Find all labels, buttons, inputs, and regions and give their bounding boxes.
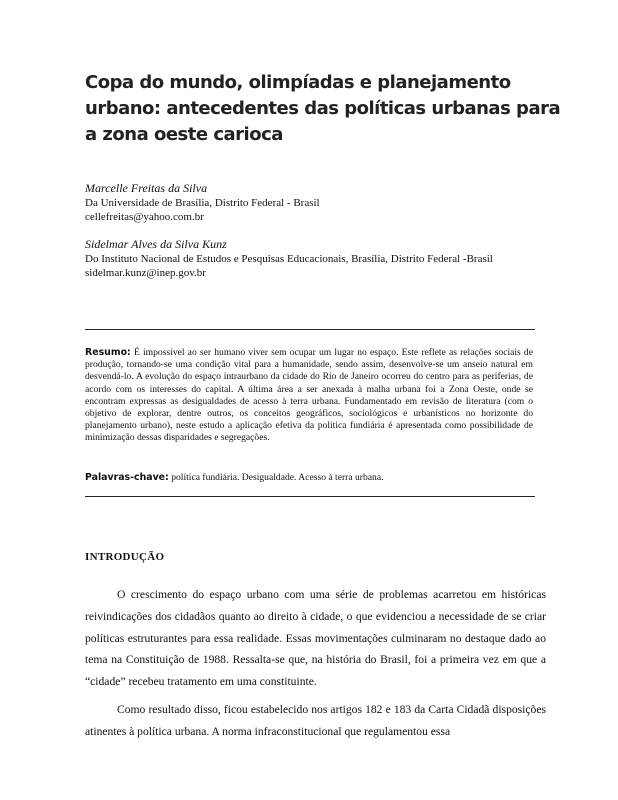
body-text xyxy=(85,584,546,749)
paragraph: O crescimento do espaço urbano com uma série de problemas acarretou em históricas reivindicações dos cidadãos quanto ao direito à cidade, o que evidenciou a necessidade de se criar políticas estruturantes para essa realidade. Essas movimentações culminaram no destaque dado ao tema na Constituição de 1988. Ressalta-se que, na história do Brasil, foi a primeira vez em que a “cidade” recebeu tratamento em uma constituinte. xyxy=(85,588,546,689)
author-block-1 xyxy=(85,181,555,225)
author-affiliation: Da Universidade de Brasília, Distrito Federal - Brasil xyxy=(85,196,320,209)
top-divider xyxy=(85,329,535,330)
paragraph: Como resultado disso, ficou estabelecido nos artigos 182 e 183 da Carta Cidadã disposições atinentes à política urbana. A norma infraconstitucional que regulamentou essa xyxy=(85,702,546,738)
keywords xyxy=(85,472,533,484)
author-name: Marcelle Freitas da Silva xyxy=(85,181,208,195)
author-email: sidelmar.kunz@inep.gov.br xyxy=(85,267,206,279)
keywords-text: política fundiária. Desigualdade. Acesso à terra urbana. xyxy=(171,472,384,483)
abstract-text: É impossível ao ser humano viver sem ocupar um lugar no espaço. Este reflete as relações sociais de produção, tornando-se uma condição vital para a humanidade, sendo assim, desenvolve-se um anseio natural em desvendá-lo. A evolução do espaço intraurbano da cidade do Rio de Janeiro ocorreu do centro para as periferias, de acordo com os interesses do capital. A última área a ser anexada à malha urbana foi a Zona Oeste, onde se encontram expressas as desigualdades de acesso à terra urbana. Fundamentado em revisão de literatura (com o objetivo de explorar, dentre outros, os conceitos geográficos, sociológicos e urbanísticos no horizonte do planejamento urbano), neste estudo a aplicação efetiva da política fundiária é apresentada como possibilidade de minimização dessas disparidades e segregações. xyxy=(85,347,533,444)
section-heading: INTRODUÇÃO xyxy=(85,551,165,563)
bottom-divider xyxy=(85,496,535,497)
abstract-label: Resumo: xyxy=(85,347,131,358)
author-affiliation: Do Instituto Nacional de Estudos e Pesquisas Educacionais, Brasília, Distrito Federal -Brasil xyxy=(85,252,493,265)
author-name: Sidelmar Alves da Silva Kunz xyxy=(85,237,227,251)
author-email: cellefreitas@yahoo.com.br xyxy=(85,211,204,223)
paper-title: Copa do mundo, olimpíadas e planejamento urbano: antecedentes das políticas urbanas para a zona oeste carioca xyxy=(85,72,561,145)
abstract xyxy=(85,347,533,445)
author-block-2 xyxy=(85,237,555,281)
keywords-label: Palavras-chave: xyxy=(85,472,169,483)
